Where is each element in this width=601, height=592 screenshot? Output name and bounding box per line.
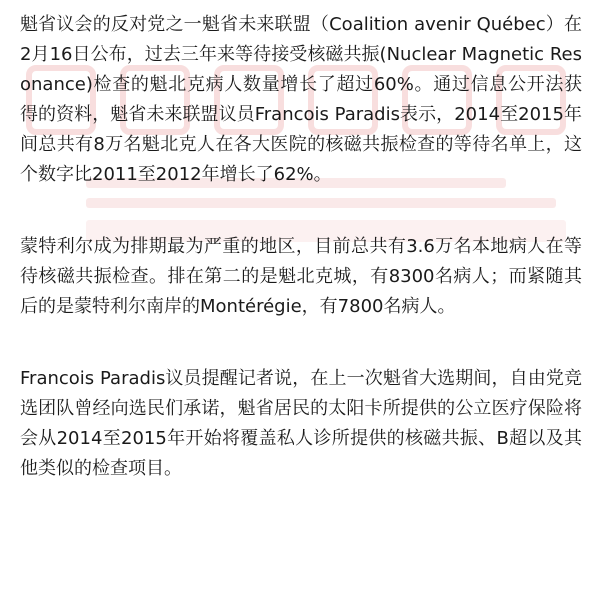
paragraph: Francois Paradis议员提醒记者说，在上一次魁省大选期间，自由党竞选团队曾经向选民们承诺，魁省居民的太阳卡所提供的公立医疗保险将会从2014至2015年开始将覆盖私人诊所提供的核磁共振、B超以及其他类似的检查项目。	[20, 368, 582, 479]
paragraph: 蒙特利尔成为排期最为严重的地区，目前总共有3.6万名本地病人在等待核磁共振检查。排在第二的是魁北克城，有8300名病人；而紧随其后的是蒙特利尔南岸的Montérégie，有7800名病人。	[20, 236, 582, 317]
paragraph: 魁省议会的反对党之一魁省未来联盟（Coalition avenir Québec）在2月16日公布，过去三年来等待接受核磁共振(Nuclear Magnetic Resonance)检查的魁北克病人数量增长了超过60%。通过信息公开法获得的资料，魁省未来联盟议员Francois Paradis表示，2014至2015年间总共有8万名魁北克人在各大医院的核磁共振检查的等待名单上，这个数字比2011至2012年增长了62%。	[20, 14, 582, 185]
article-body	[20, 10, 582, 484]
